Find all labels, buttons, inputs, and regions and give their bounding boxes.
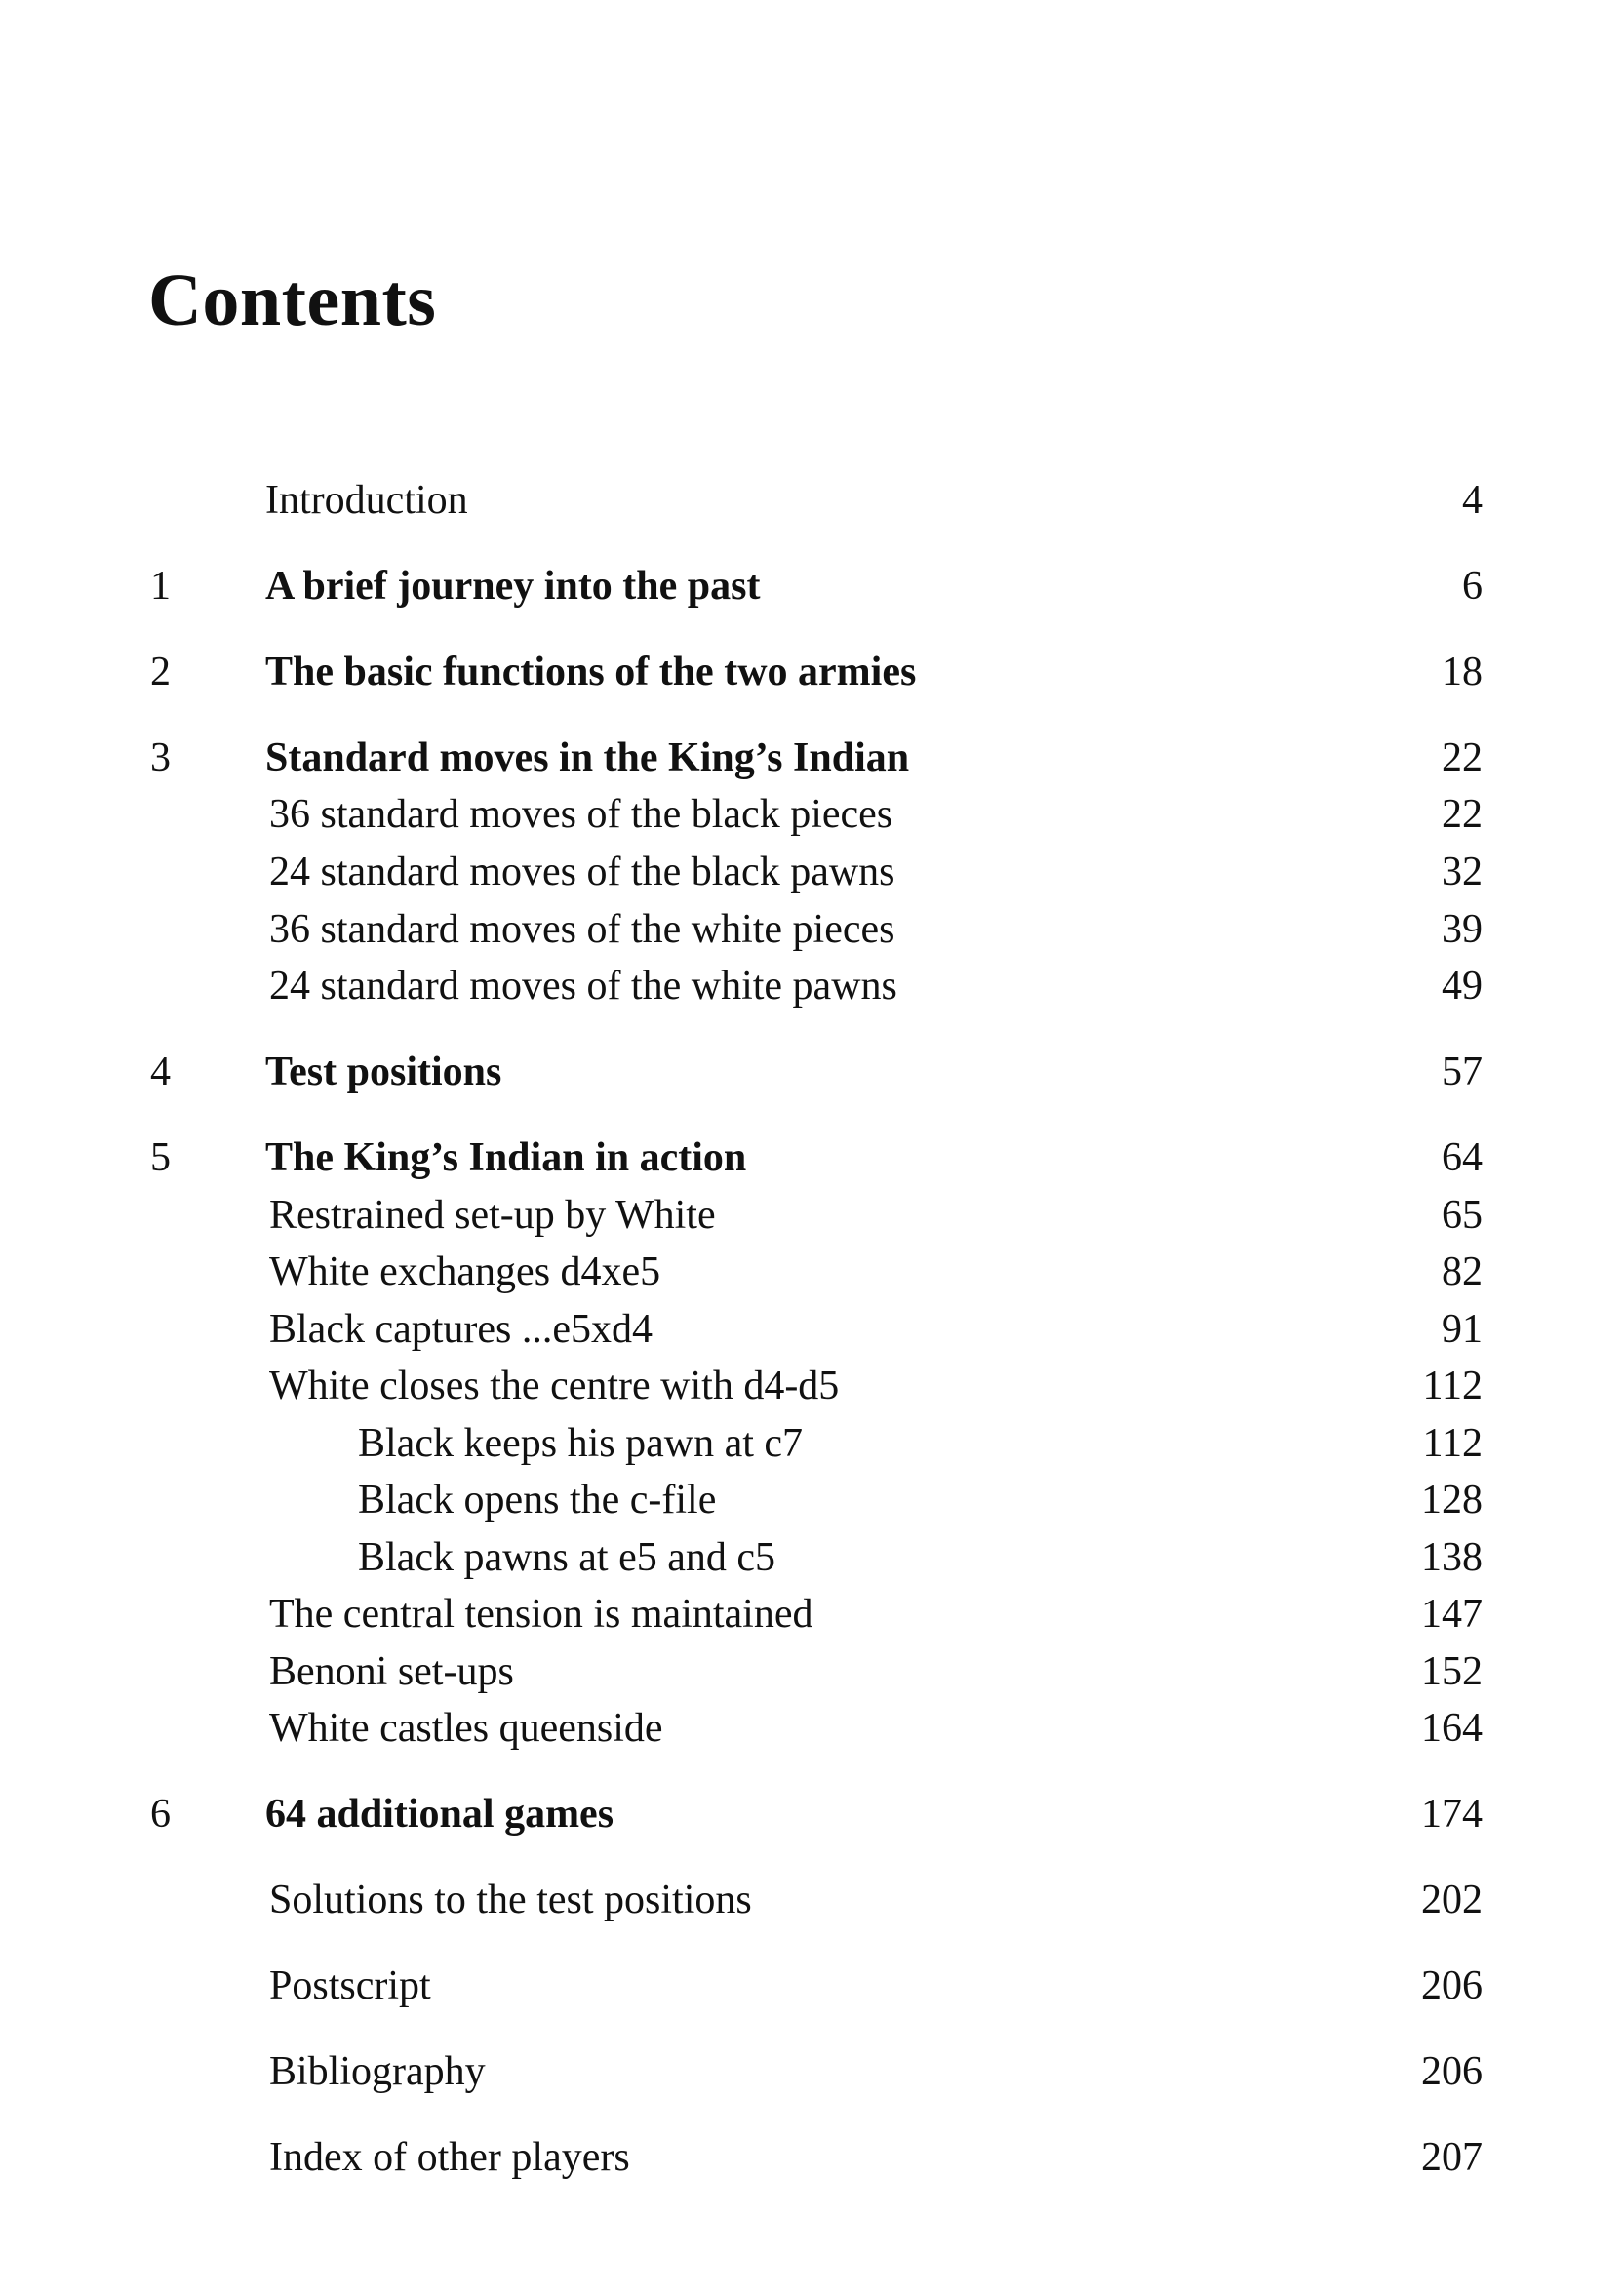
toc-entry-section: [146, 1647, 1483, 1696]
toc-entry-section: [146, 848, 1483, 896]
entry-title: Black pawns at e5 and c5: [358, 1535, 776, 1580]
page-number: 22: [1442, 735, 1483, 780]
page-number: 18: [1442, 650, 1483, 694]
entry-title: 24 standard moves of the black pawns: [269, 850, 895, 894]
toc-entry-subsection: [146, 1419, 1483, 1468]
toc-entry-postscript: [146, 1961, 1483, 2010]
entry-title: White closes the centre with d4-d5: [269, 1364, 840, 1408]
page-number: 138: [1421, 1535, 1483, 1580]
toc-entry-introduction: [146, 476, 1483, 525]
toc-entry-solutions: [146, 1876, 1483, 1924]
page-number: 49: [1442, 964, 1483, 1009]
toc-entry-section: [146, 1362, 1483, 1410]
toc-entry-section: [146, 1247, 1483, 1296]
toc-entry-index: [146, 2133, 1483, 2182]
entry-title: Benoni set-ups: [269, 1649, 514, 1694]
chapter-number: 2: [150, 650, 171, 694]
page-number: 32: [1442, 850, 1483, 894]
entry-title: A brief journey into the past: [265, 564, 761, 609]
entry-title: White castles queenside: [269, 1706, 663, 1751]
page-number: 152: [1421, 1649, 1483, 1694]
page-number: 206: [1421, 2049, 1483, 2094]
toc-entry-chapter-6: [146, 1790, 1483, 1839]
toc-entry-chapter-4: [146, 1048, 1483, 1096]
page-number: 202: [1421, 1878, 1483, 1922]
entry-title: Index of other players: [269, 2135, 630, 2180]
entry-title: Black captures ...e5xd4: [269, 1307, 654, 1352]
toc-entry-subsection: [146, 1533, 1483, 1582]
page-number: 65: [1442, 1193, 1483, 1238]
entry-title: Introduction: [265, 478, 468, 523]
page-number: 112: [1422, 1421, 1483, 1466]
toc-entry-chapter-3: [146, 733, 1483, 782]
toc-entry-subsection: [146, 1476, 1483, 1524]
page-number: 57: [1442, 1049, 1483, 1094]
entry-title: 64 additional games: [265, 1792, 614, 1837]
page-number: 4: [1462, 478, 1483, 523]
entry-title: The King’s Indian in action: [265, 1135, 747, 1180]
page-number: 206: [1421, 1963, 1483, 2008]
page-number: 39: [1442, 907, 1483, 952]
entry-title: Standard moves in the King’s Indian: [265, 735, 910, 780]
toc-entry-bibliography: [146, 2047, 1483, 2096]
toc-entry-section: [146, 1590, 1483, 1639]
page-title: Contents: [148, 259, 437, 341]
entry-title: The basic functions of the two armies: [265, 650, 917, 694]
chapter-number: 1: [150, 564, 171, 609]
entry-title: Postscript: [269, 1963, 431, 2008]
entry-title: Solutions to the test positions: [269, 1878, 752, 1922]
toc-entry-section: [146, 1191, 1483, 1240]
entry-title: 36 standard moves of the black pieces: [269, 792, 893, 837]
page-number: 6: [1462, 564, 1483, 609]
toc-entry-chapter-2: [146, 648, 1483, 696]
page-number: 164: [1421, 1706, 1483, 1751]
page-number: 91: [1442, 1307, 1483, 1352]
entry-title: Black opens the c-file: [358, 1478, 717, 1523]
page-number: 82: [1442, 1249, 1483, 1294]
entry-title: Bibliography: [269, 2049, 486, 2094]
chapter-number: 4: [150, 1049, 171, 1094]
chapter-number: 5: [150, 1135, 171, 1180]
toc-entry-chapter-5: [146, 1133, 1483, 1182]
entry-title: 36 standard moves of the white pieces: [269, 907, 895, 952]
entry-title: 24 standard moves of the white pawns: [269, 964, 897, 1009]
toc-entry-section: [146, 1704, 1483, 1753]
toc-entry-section: [146, 905, 1483, 954]
entry-title: Restrained set-up by White: [269, 1193, 716, 1238]
toc-entry-section: [146, 1305, 1483, 1354]
entry-title: The central tension is maintained: [269, 1592, 813, 1637]
chapter-number: 3: [150, 735, 171, 780]
page-number: 147: [1421, 1592, 1483, 1637]
toc-entry-section: [146, 962, 1483, 1010]
page-number: 112: [1422, 1364, 1483, 1408]
entry-title: Black keeps his pawn at c7: [358, 1421, 804, 1466]
page-number: 207: [1421, 2135, 1483, 2180]
page-number: 128: [1421, 1478, 1483, 1523]
entry-title: Test positions: [265, 1049, 502, 1094]
page-number: 174: [1421, 1792, 1483, 1837]
entry-title: White exchanges d4xe5: [269, 1249, 661, 1294]
page-number: 22: [1442, 792, 1483, 837]
page-number: 64: [1442, 1135, 1483, 1180]
toc-entry-section: [146, 790, 1483, 839]
toc-entry-chapter-1: [146, 562, 1483, 611]
chapter-number: 6: [150, 1792, 171, 1837]
